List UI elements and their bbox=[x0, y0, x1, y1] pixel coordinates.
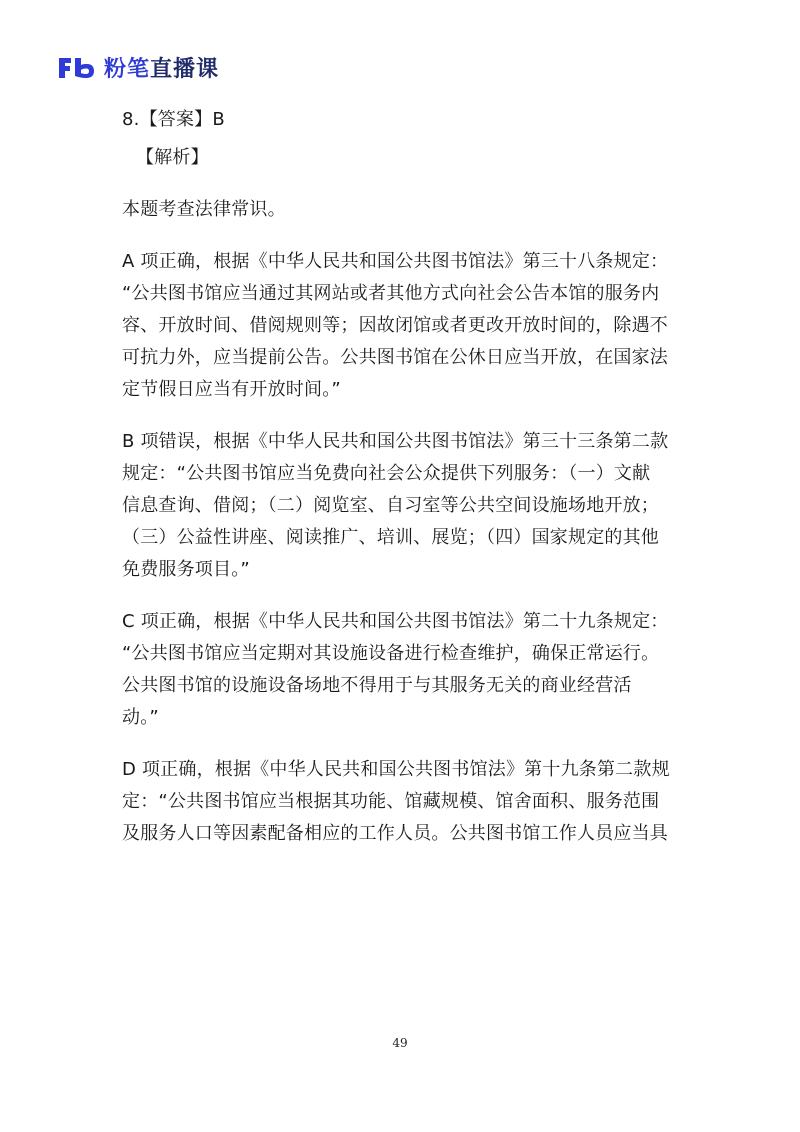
paragraph-line: 及服务人口等因素配备相应的工作人员。公共图书馆工作人员应当具 bbox=[122, 823, 668, 844]
paragraph-option-c bbox=[122, 606, 670, 734]
paragraph-line: 定节假日应当有开放时间。” bbox=[122, 379, 341, 400]
paragraph-line: 动。” bbox=[122, 707, 159, 728]
logo-text bbox=[104, 52, 219, 83]
page-number: 49 bbox=[392, 1036, 408, 1050]
intro-text: 本题考查法律常识。 bbox=[122, 199, 286, 220]
logo-suffix: 直播课 bbox=[150, 57, 220, 82]
document-body bbox=[122, 104, 670, 850]
paragraph-line: 定：“公共图书馆应当根据其功能、馆藏规模、馆舍面积、服务范围 bbox=[122, 791, 660, 812]
paragraph-line: D 项正确，根据《中华人民共和国公共图书馆法》第十九条第二款规 bbox=[122, 759, 670, 780]
paragraph-line: 免费服务项目。” bbox=[122, 559, 250, 580]
paragraph-line: B 项错误，根据《中华人民共和国公共图书馆法》第三十三条第二款 bbox=[122, 431, 669, 452]
paragraph-line: （三）公益性讲座、阅读推广、培训、展览；（四）国家规定的其他 bbox=[122, 527, 659, 548]
analysis-label: 【解析】 bbox=[136, 147, 209, 168]
paragraph-line: 可抗力外，应当提前公告。公共图书馆在公休日应当开放，在国家法 bbox=[122, 347, 668, 368]
paragraph-option-a bbox=[122, 246, 670, 406]
paragraph-line: 公共图书馆的设施设备场地不得用于与其服务无关的商业经营活 bbox=[122, 675, 632, 696]
paragraph-line: 容、开放时间、借阅规则等；因故闭馆或者更改开放时间的，除遇不 bbox=[122, 315, 668, 336]
paragraph-option-d bbox=[122, 754, 670, 850]
paragraph-line: A 项正确，根据《中华人民共和国公共图书馆法》第三十八条规定： bbox=[122, 251, 669, 272]
fb-logo-icon bbox=[56, 55, 96, 81]
brand-logo bbox=[56, 52, 219, 83]
paragraph-line: “公共图书馆应当通过其网站或者其他方式向社会公告本馆的服务内 bbox=[122, 283, 660, 304]
paragraph-line: C 项正确，根据《中华人民共和国公共图书馆法》第二十九条规定： bbox=[122, 611, 669, 632]
paragraph-line: 信息查询、借阅；（二）阅览室、自习室等公共空间设施场地开放； bbox=[122, 495, 659, 516]
paragraph-line: “公共图书馆应当定期对其设施设备进行检查维护，确保正常运行。 bbox=[122, 643, 660, 664]
paragraph-option-b bbox=[122, 426, 670, 586]
paragraph-line: 规定：“公共图书馆应当免费向社会公众提供下列服务：（一）文献 bbox=[122, 463, 651, 484]
answer-line: 8.【答案】B bbox=[122, 109, 225, 130]
logo-brand: 粉笔 bbox=[104, 57, 151, 82]
